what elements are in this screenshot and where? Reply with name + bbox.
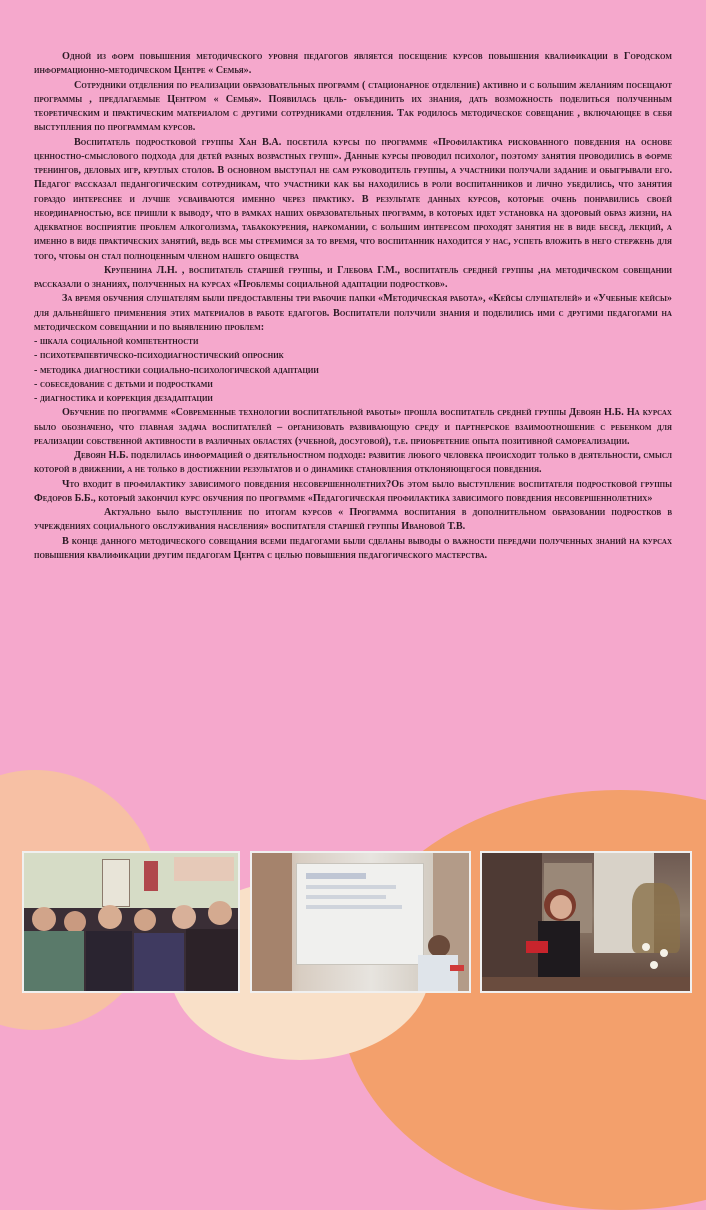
problems-list: [34, 335, 672, 406]
photo-speaker: [480, 851, 692, 993]
photo-audience: [22, 851, 240, 993]
paragraph-ivanova: Актуально было выступление по итогам курсов « Программа воспитания в дополнительном образовании подростков в учреждениях социального обслуживания населения» воспитателя старшей группы Ивановой Т.В.: [34, 507, 672, 533]
paragraph-conclusion: В конце данного методического совещания всеми педагогами были сделаны выводы о важности передачи полученных знаний на курсах повышения квалификации другим педагогам Центра с целью повышения педагогического мастерства.: [34, 535, 672, 561]
list-item: - диагностика и коррекция дезадаптации: [34, 392, 672, 406]
list-item: - собеседование с детьми и подростками: [34, 378, 672, 392]
paragraph-fedorov: Что входит в профилактику зависимого поведения несовершеннолетних?Об этом было выступление воспитателя подростковой группы Федоров Б.Б., который закончил курс обучения по программе «Педагогическая профилактика зависимого поведения несовершеннолетних»: [34, 478, 672, 504]
paragraph-intro: Одной из форм повышения методического уровня педагогов является посещение курсов повышения квалификации в Городском информационно-методическом Центре « Семья».: [34, 51, 672, 77]
list-item: - психотерапевтическо-психодиагностический опросник: [34, 349, 672, 363]
paragraph-devoyan-course: Обучение по программе «Современные технологии воспитательной работы» прошла воспитатель средней группы Девоян Н.Б. На курсах было обозначено, что главная задача воспитателей – организовать развивающую среду и партнерское взаимоотношение с ребенком для реализации собственной активности в различных областях (учебной, досуговой), т.е. приобретение опыта позитивной самореализации.: [34, 407, 672, 447]
photo-presentation: [250, 851, 471, 993]
paragraph-khan: Воспитатель подростковой группы Хан В.А. посетила курсы по программе «Профилактика рискованного поведения на основе ценностно-смыслового подхода для детей разных возрастных групп». Данные курсы проводил психолог, поэтому занятия проводились в форме тренингов, деловых игр, круглых столов. В основном выступал не сам руководитель группы, а участники получали задание и обыгрывали его. Педагог рассказал педангогическим сотрудникам, что участники как бы находились в роли воспитанников и лично убедились, что занятия гораздо интереснее и лучше усваиваются именно через практику. В результате данных курсов, которые очень понравились своей неординарностью, все пришли к выводу, что в рамках наших образовательных программ, в которых идет установка на здоровый образ жизни, на адекватное восприятие проблем алкоголизма, табакокурения, наркомании, с большим интересом проходят занятия не в виде бесед, лекций, а именно в виде практических занятий, ведь все мы стремимся за то время, что воспитанник находится у нас, успеть вложить в него стержень для того, чтобы он стал полноценным членом нашего общества: [34, 136, 672, 262]
list-item: - методика диагностики социально-психологической адаптации: [34, 364, 672, 378]
paragraph-devoyan-approach: Девоян Н.Б. поделилась информацией о деятельностном подходе: развитие любого человека происходит только в деятельности, смысл которой в движении, а не только в достижении результатов и о динамике становления отклоняющегося поведения.: [34, 450, 672, 476]
list-item: - шкала социальной компетентности: [34, 335, 672, 349]
paragraph-department: Сотрудники отделения по реализации образовательных программ ( стационарное отделение) активно и с большим желаниям посещают программы , предлагаемые Центром « Семья». Появилась цель- объединить их знания, дать возможность поделиться полученным теоретическим и практическим материалом с другими сотрудниками отделения. Так родилось методическое совещание , включающее в себя выступления по программам курсов.: [34, 79, 672, 134]
paragraph-folders: За время обучения слушателям были предоставлены три рабочие папки «Методическая работа», «Кейсы слушателей» и «Учебные кейсы» для дальнейшего применения этих материалов в работе едагогов. Воспитатели получили знания и поделились ими с другими педагогами на методическом совещании и по выявлению проблем:: [34, 293, 672, 333]
article-body: [34, 50, 672, 563]
paragraph-krupenina: Крупенина Л.Н. , воспитатель старшей группы, и Глебова Г.М., воспитатель средней группы ,на методическом совещании рассказали о знаниях, полученных на курсах «Проблемы социальной адаптации подростков».: [34, 264, 672, 290]
